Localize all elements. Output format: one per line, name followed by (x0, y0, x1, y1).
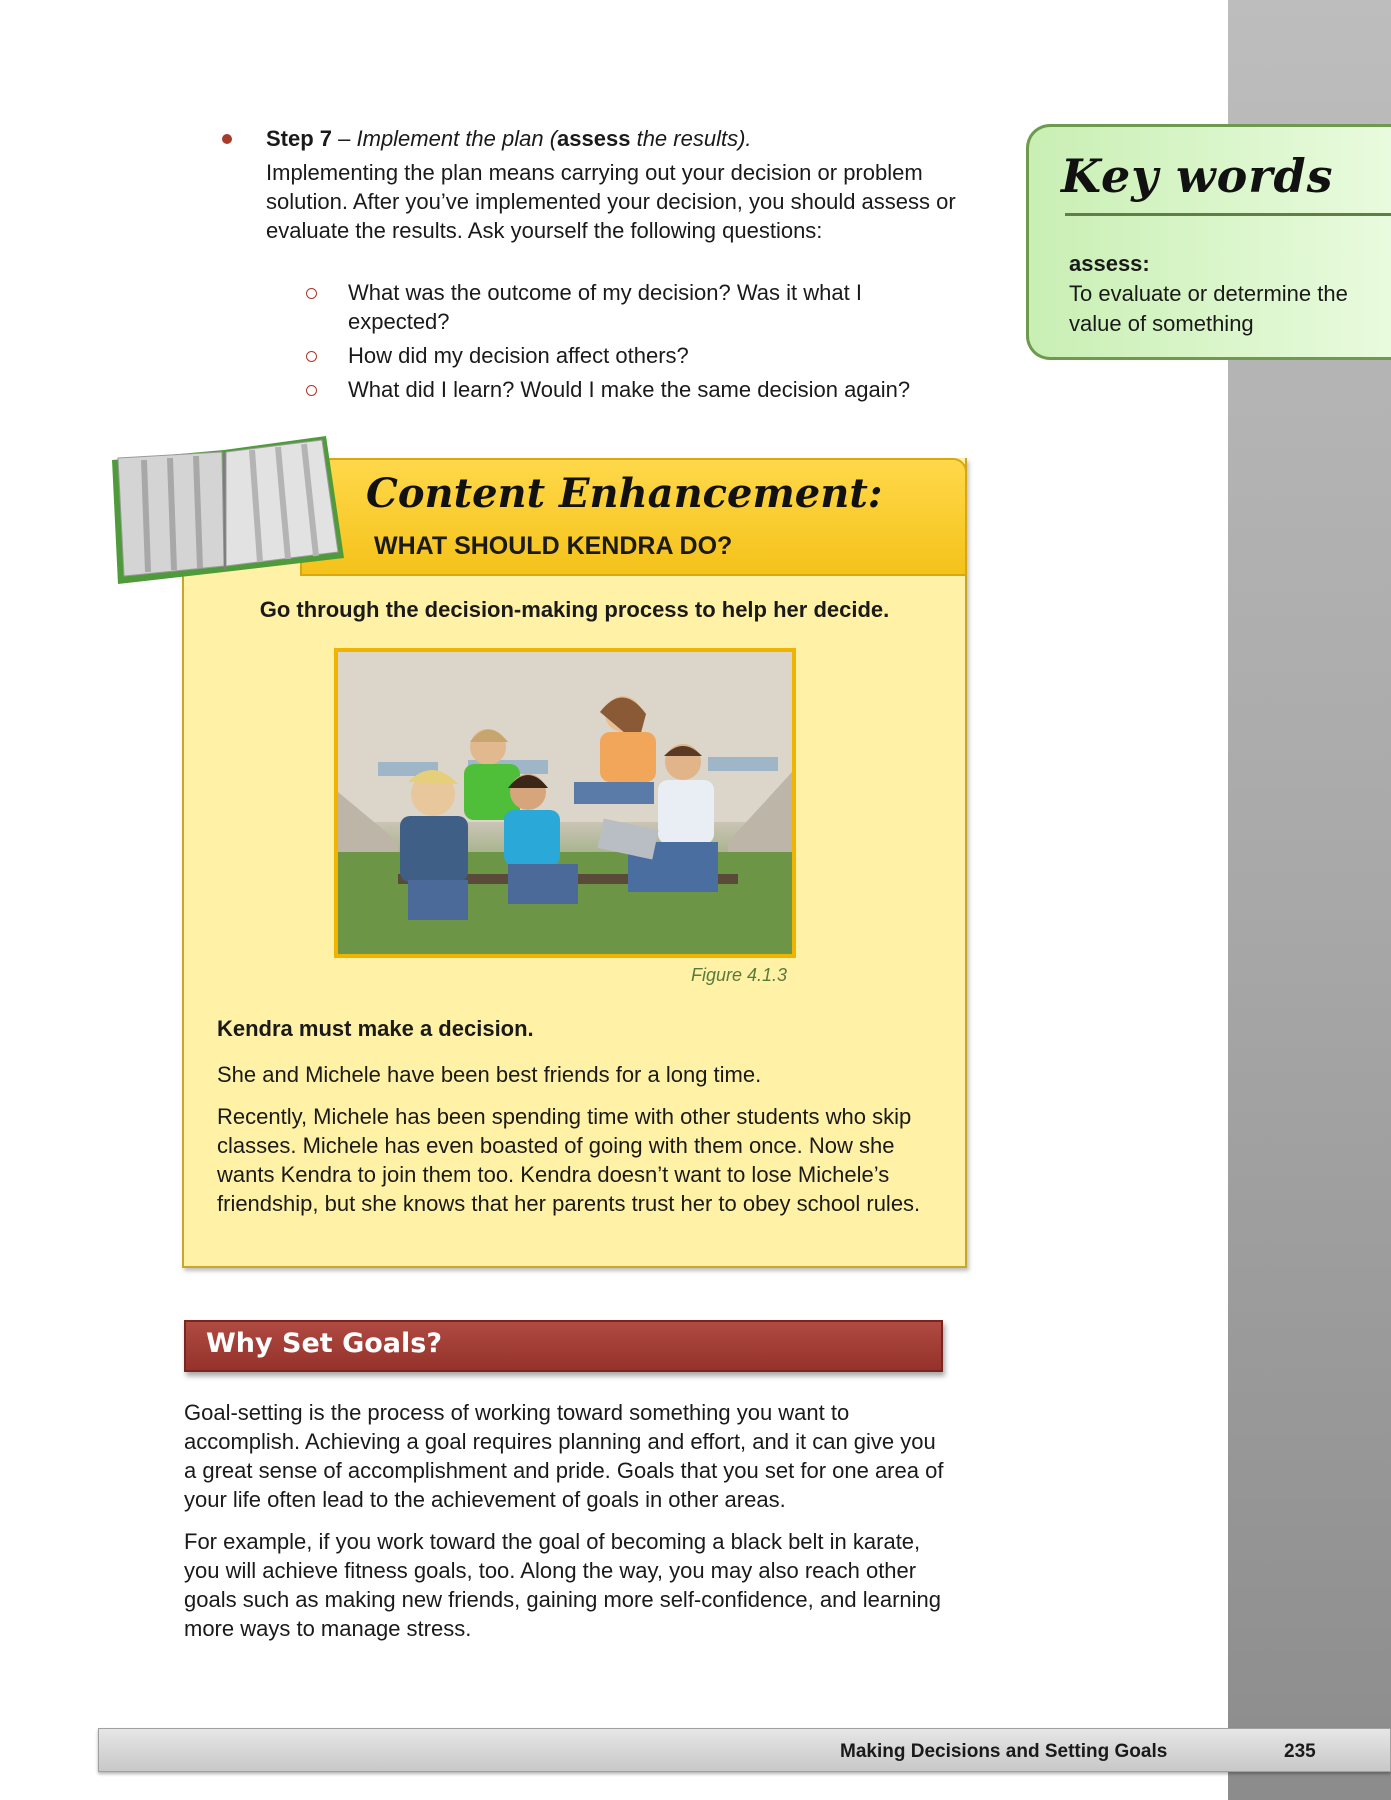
question-text: What was the outcome of my decision? Was it what I expected? (348, 280, 862, 334)
story-paragraph: She and Michele have been best friends for a long time. (217, 1062, 762, 1087)
circle-bullet-icon (306, 385, 317, 396)
bullet-icon (222, 134, 232, 144)
footer-bar (98, 1728, 1391, 1772)
list-item (306, 375, 966, 404)
keyword-term: assess: (1069, 251, 1150, 276)
key-words-title: Key words (1061, 149, 1334, 203)
students-photo (334, 648, 796, 958)
figure-caption: Figure 4.1.3 (691, 965, 788, 985)
question-text: How did my decision affect others? (348, 343, 689, 368)
footer-chapter-title: Making Decisions and Setting Goals (840, 1741, 1168, 1762)
goals-paragraph: For example, if you work toward the goal of becoming a black belt in karate, you will achieve fitness goals, too. Along the way, you may also reach other goals such as making new friends, gaining more self-confidence, and learning more ways to manage stress. (184, 1529, 941, 1641)
step-italic-post: the results). (630, 126, 752, 151)
content-enhancement-title: Content Enhancement: (366, 470, 883, 517)
list-item (306, 278, 966, 336)
circle-bullet-icon (306, 288, 317, 299)
enhancement-instruction: Go through the decision-making process to help her decide. (259, 597, 890, 622)
content-enhancement-subtitle: WHAT SHOULD KENDRA DO? (374, 532, 733, 560)
key-words-box (1026, 124, 1391, 360)
step-7-body: Implementing the plan means carrying out your decision or problem solution. After you’ve implemented your decision, you should assess or evaluate the results. Ask yourself the following questions: (266, 160, 956, 243)
students-illustration (338, 652, 792, 954)
open-book-icon (104, 432, 350, 592)
list-item (306, 341, 966, 370)
page-number: 235 (1284, 1741, 1316, 1762)
step-label: Step 7 (266, 126, 333, 151)
section-heading: Why Set Goals? (206, 1328, 442, 1359)
goals-body (184, 1398, 954, 1656)
step-dash: – (332, 126, 357, 151)
step-7-heading (266, 124, 752, 153)
key-words-divider (1065, 213, 1391, 216)
question-list (306, 278, 966, 409)
story-paragraph: Recently, Michele has been spending time with other students who skip classes. Michele has even boasted of going with them once. Now she wants Kendra to join them too. Kendra doesn’t want to lose Michele’s friendship, but she knows that her parents trust her to obey school rules. (217, 1104, 921, 1216)
step-bold-word: assess (557, 126, 631, 151)
step-italic-pre: Implement the plan ( (356, 126, 558, 151)
kendra-story (217, 1014, 937, 1231)
goals-paragraph: Goal-setting is the process of working toward something you want to accomplish. Achieving a goal requires planning and effort, and it can give you a great sense of accomplishment and pride. Goals that you set for one area of your life often lead to the achievement of goals in other areas. (184, 1400, 944, 1512)
question-text: What did I learn? Would I make the same decision again? (348, 377, 911, 402)
story-lead: Kendra must make a decision. (217, 1016, 534, 1041)
keyword-definition: To evaluate or determine the value of something (1069, 281, 1348, 336)
circle-bullet-icon (306, 351, 317, 362)
